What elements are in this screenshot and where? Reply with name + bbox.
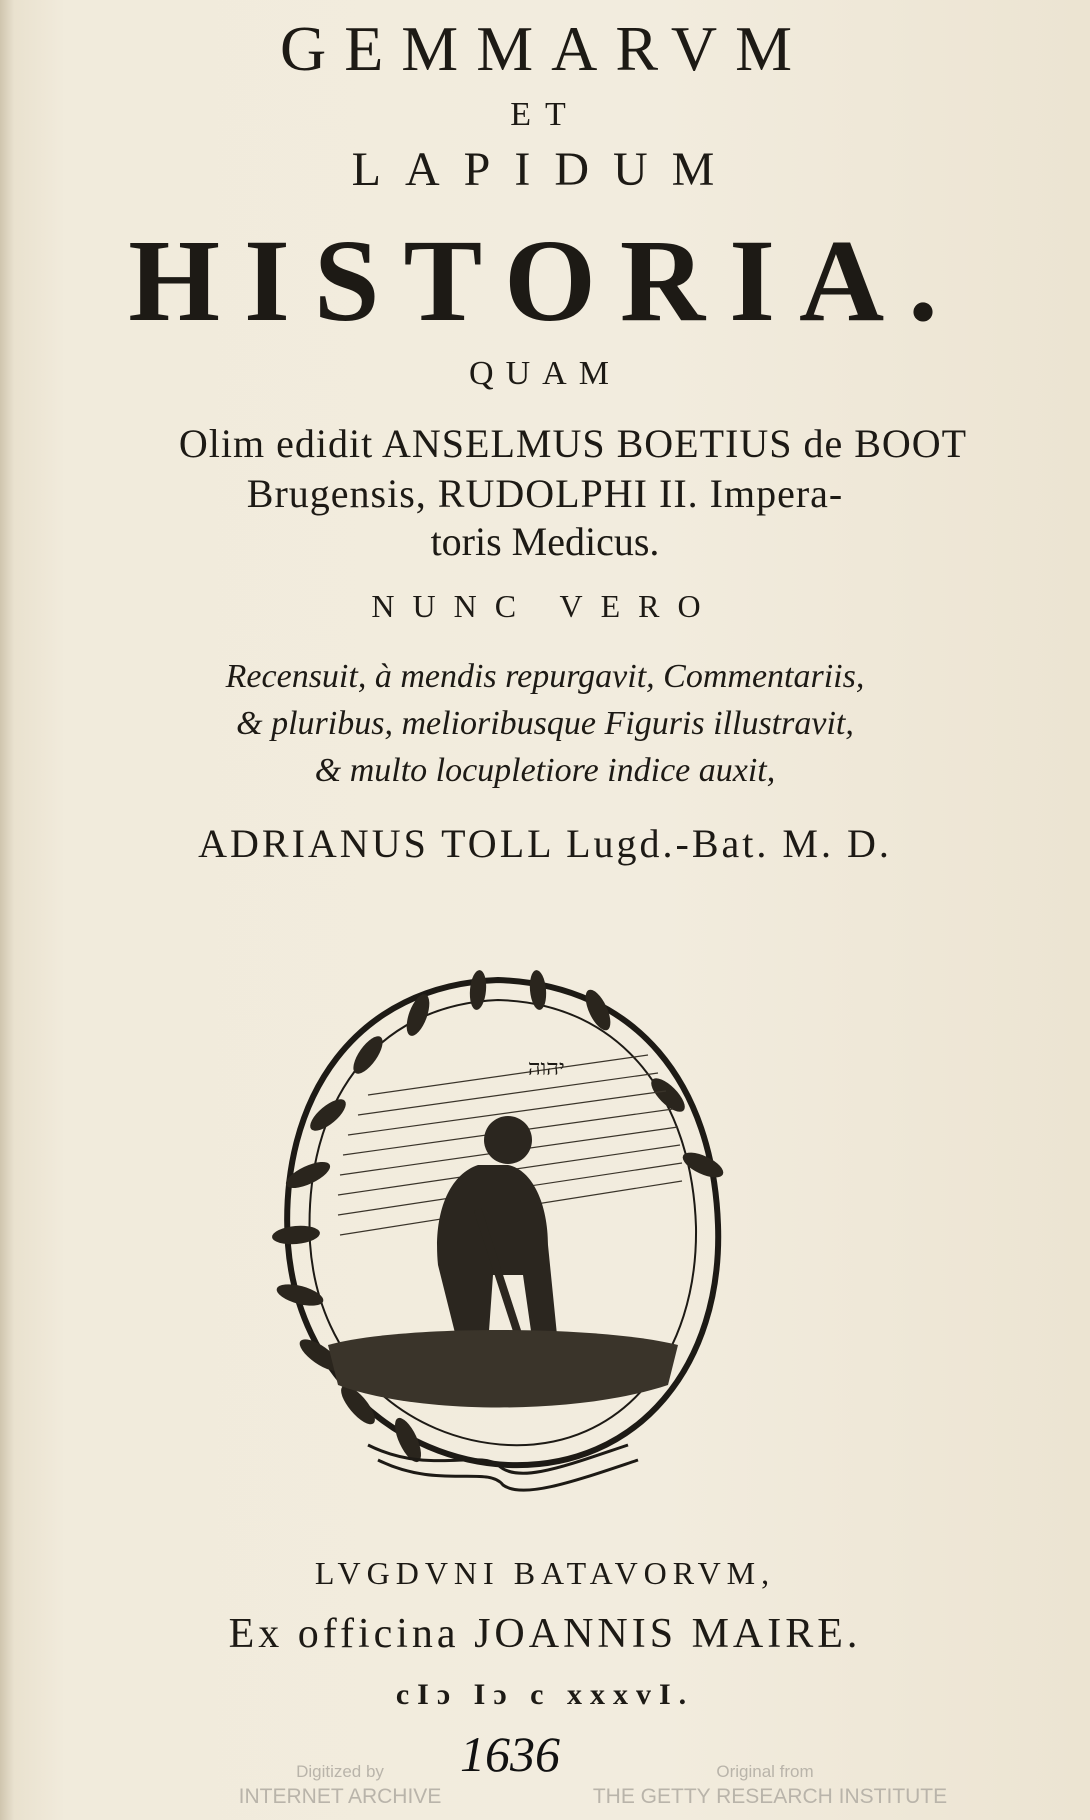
- handwritten-year: 1636: [460, 1726, 560, 1782]
- watermark-getty: THE GETTY RESEARCH INSTITUTE: [592, 1785, 948, 1808]
- watermark-original-from: Original from: [716, 1762, 814, 1781]
- imprint-date: cIɔ Iɔ c xxxvI.: [395, 1678, 695, 1711]
- nunc-vero: NUNC VERO: [371, 588, 719, 624]
- printers-device-woodcut: [248, 945, 748, 1505]
- title-et: ET: [510, 96, 580, 133]
- author-origin-line: Brugensis, RUDOLPHI II. Impera-: [246, 471, 844, 516]
- author-role-line: toris Medicus.: [430, 519, 660, 564]
- author-line: Olim edidit ANSELMUS BOETIUS de BOOT: [178, 421, 968, 466]
- title-historia: HISTORIA.: [128, 215, 962, 346]
- editor-note-1: Recensuit, à mendis repurgavit, Commentariis,: [225, 658, 865, 695]
- watermark-internet-archive: INTERNET ARCHIVE: [238, 1785, 442, 1808]
- editor-note-3: & multo locupletiore indice auxit,: [314, 752, 776, 789]
- imprint-printer: Ex officina JOANNIS MAIRE.: [228, 1611, 862, 1657]
- title-lapidum: LAPIDUM: [351, 143, 739, 196]
- watermark-digitized-by: Digitized by: [296, 1762, 384, 1781]
- title-quam: QUAM: [469, 355, 621, 392]
- editor-note-2: & pluribus, melioribusque Figuris illustravit,: [236, 705, 854, 742]
- title-gemmarum: GEMMARVM: [279, 13, 811, 84]
- tetragrammaton-inscription: יהוה: [528, 1056, 565, 1081]
- ground: [328, 1330, 678, 1408]
- editor-name: ADRIANUS TOLL Lugd.-Bat. M. D.: [198, 821, 892, 866]
- imprint-place: LVGDVNI BATAVORVM,: [314, 1555, 776, 1591]
